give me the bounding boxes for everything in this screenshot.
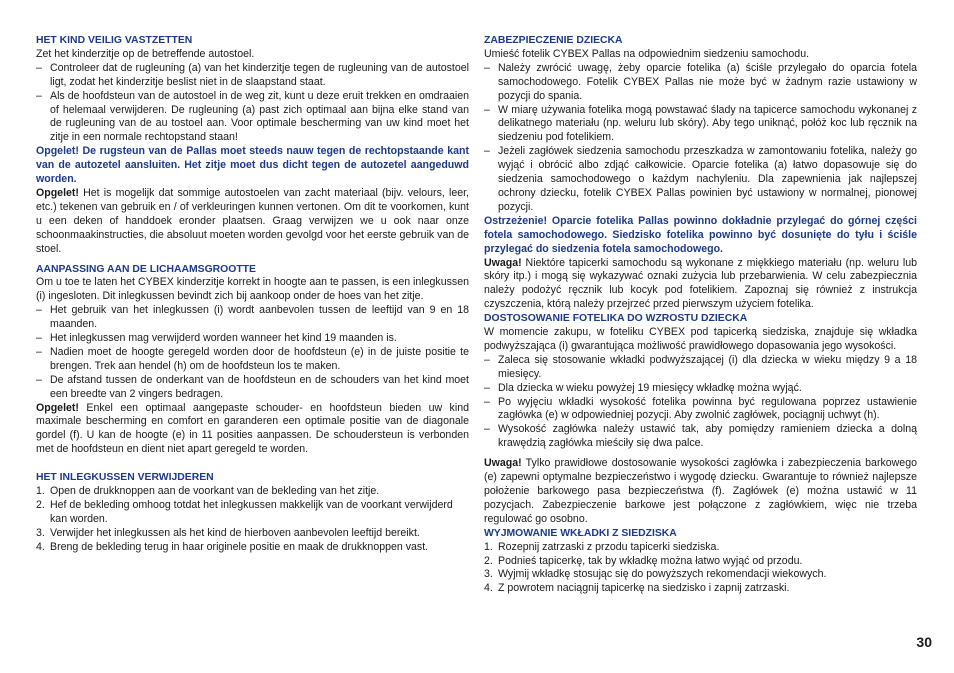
list-item: [36, 499, 469, 527]
list-item: – Wysokość zagłówka należy ustawić tak, aby pomiędzy ramieniem dziecka a dolną krawędzią zagłówka mieściły się dwa palce.: [484, 423, 917, 451]
paragraph: Zet het kinderzitje op de betreffende autostoel.: [36, 47, 255, 60]
list-item: – De afstand tussen de onderkant van de hoofdsteun en de schouders van het kind moet een breedte van 2 vingers bedragen.: [36, 374, 469, 402]
list-item: [484, 582, 917, 596]
list-item: – Als de hoofdsteun van de autostoel in de weg zit, kunt u deze eruit trekken en omdraaien of helemaal verwijderen. De rugleuning (a) past zich optimaal aan bijna elke stand van de rugleuning van de au tostoel aan. Voor optimale bescherming van uw kind moet het zitje in een normale rechtopstand staan!: [36, 90, 469, 146]
list-item: – Nadien moet de hoogte geregeld worden door de hoofdsteun (e) in de juiste positie te brengen. Trek aan hendel (h) om de hoofdsteun los te maken.: [36, 346, 469, 374]
section-heading: AANPASSING AAN DE LICHAAMSGROOTTE: [36, 263, 256, 275]
list-text: Rozepnij zatrzaski z przodu tapicerki siedziska.: [498, 540, 720, 553]
list-item: – Het gebruik van het inlegkussen (i) wordt aanbevolen tussen de leeftijd van 9 en 18 maanden.: [36, 304, 469, 332]
column-polish: [484, 34, 917, 596]
list-item: [484, 541, 917, 555]
note-text: Het is mogelijk dat sommige autostoelen van zacht materiaal (bijv. velours, leer, etc.) tekenen van gebruik en / of verkleuringen kunnen vertonen. Om dit te voorkomen, kunt u een deken of handdoek eronder plaatsen. Graag verwijzen we u ook naar onze schoonmaakinstructies, die absoluut moeten worden gevolgd voor het eerste gebruik van de stoel.: [36, 186, 469, 255]
section-heading: DOSTOSOWANIE FOTELIKA DO WZROSTU DZIECKA: [484, 313, 748, 325]
list-number: 3.: [36, 526, 45, 539]
dash-list: [36, 62, 469, 145]
page-number: 30: [916, 634, 932, 650]
numbered-list: [36, 485, 469, 555]
dash-list: [484, 354, 917, 451]
list-number: 2.: [36, 499, 45, 511]
note-label: Opgelet!: [36, 401, 79, 414]
note-paragraph: [484, 257, 917, 313]
list-item: [484, 555, 917, 569]
note-text: Enkel een optimaal aangepaste schouder- en hoofdsteun bieden uw kind maximale bescherming en comfort en garanderen een optimale positie van de diagonale gordel (f). U kan de hoogte (e) in 11 posities aanpassen. De schoudersteun is verbonden met de hoofdsteun en dient niet apart geregeld te worden.: [36, 401, 469, 456]
list-text: Podnieś tapicerkę, tak by wkładkę można łatwo wyjąć od przodu.: [498, 554, 803, 567]
note-paragraph: [36, 187, 469, 257]
list-text: Verwijder het inlegkussen als het kind de hierboven aanbevolen leeftijd bereikt.: [50, 526, 420, 539]
list-item: – Należy zwrócić uwagę, żeby oparcie fotelika (a) ściśle przylegało do oparcia fotela samochodowego. Fotelik CYBEX Pallas nie może być w żadnym razie ustawiony w pozycji do spania.: [484, 62, 917, 104]
list-item: [484, 568, 917, 582]
column-dutch: [36, 34, 469, 555]
paragraph: Umieść fotelik CYBEX Pallas na odpowiednim siedzeniu samochodu.: [484, 47, 810, 60]
list-item: [36, 527, 469, 541]
list-item: – Het inlegkussen mag verwijderd worden wanneer het kind 19 maanden is.: [36, 332, 469, 346]
list-item: – Jeżeli zagłówek siedzenia samochodu przeszkadza w zamontowaniu fotelika, należy go wyjąć i obrócić albo zdjąć całkowicie. Oparcie fotelika (a) łatwo dopasowuje się do siedzenia samochodowego o każdym nachyleniu. Dla zapewnienia jak najlepszej ochrony dziecku, fotelik CYBEX Pallas powinien być ustawiony w normalnej, pionowej pozycji.: [484, 145, 917, 215]
note-paragraph: [484, 457, 917, 527]
list-text: Z powrotem naciągnij tapicerkę na siedzisko i zapnij zatrzaski.: [498, 582, 790, 595]
list-number: 3.: [484, 568, 493, 581]
numbered-list: [484, 541, 917, 597]
list-number: 1.: [36, 485, 45, 498]
dash-list: [484, 62, 917, 215]
list-text: Open de drukknoppen aan de voorkant van de bekleding van het zitje.: [50, 485, 380, 498]
warning-text: Ostrzeżenie! Oparcie fotelika Pallas powinno dokładnie przylegać do górnej części fotela samochodowego. Siedzisko fotelika powinno być dosunięte do tyłu i ściśle przylegać do siedzenia fotela samochodowego.: [484, 214, 917, 255]
note-text: Niektóre tapicerki samochodu są wykonane z miękkiego materiału (np. weluru lub skóry itp.) i mogą się wykazywać oznaki zużycia lub przebarwienia. W celu zabezpiecznia należy podożyć ręcznik lub kocyk pod fotelikiem. Zapoznaj się również z instrukcja czyszczenia, którą należy przejrzeć przed pierwszym użyciem fotelika.: [484, 256, 917, 311]
list-item: [36, 485, 469, 499]
list-item: – W miarę używania fotelika mogą powstawać ślady na tapicerce samochodu wykonanej z delikatnego materiału (np. weluru lub skóry). Aby tego uniknąć, połóż koc lub ręcznik na siedzeniu pod fotelikiem.: [484, 104, 917, 146]
warning-text: Opgelet! De rugsteun van de Pallas moet steeds nauw tegen de rechtopstaande kant van de autozetel aansluiten. Het zitje moet dus dicht tegen de autozetel aangeduwd worden.: [36, 145, 469, 186]
section-heading: WYJMOWANIE WKŁADKI Z SIEDZISKA: [484, 527, 677, 539]
section-heading: ZABEZPIECZENIE DZIECKA: [484, 35, 623, 46]
list-text: Breng de bekleding terug in haar originele positie en maak de drukknoppen vast.: [50, 540, 429, 553]
note-label: Opgelet!: [36, 186, 79, 199]
dash-list: [36, 304, 469, 401]
note-label: Uwaga!: [484, 256, 522, 269]
list-text: Wyjmij wkładkę stosując się do powyższych rekomendacji wiekowych.: [498, 568, 827, 581]
section-heading: HET KIND VEILIG VASTZETTEN: [36, 35, 193, 46]
list-number: 1.: [484, 540, 493, 553]
list-item: – Controleer dat de rugleuning (a) van het kinderzitje tegen de rugleuning van de autostoel ligt, zodat het kinderzitje beslist niet in de slaapstand staat.: [36, 62, 469, 90]
list-number: 4.: [36, 540, 45, 553]
note-paragraph: [36, 402, 469, 458]
section-heading: HET INLEGKUSSEN VERWIJDEREN: [36, 472, 214, 484]
paragraph: Om u toe te laten het CYBEX kinderzitje korrekt in hoogte aan te passen, is een inlegkussen (i) ingesloten. Dit inlegkussen bevindt zich bij aankoop onder de hoes van het zitje.: [36, 276, 469, 303]
list-item: [36, 541, 469, 555]
list-item: – Dla dziecka w wieku powyżej 19 miesięcy wkładkę można wyjąć.: [484, 382, 917, 396]
note-text: Tylko prawidłowe dostosowanie wysokości zagłówka i zabezpieczenia barkowego (e) zapewni optymalne bezpieczeństwo i wygodę dziecku. Gwarantuje to również najlepsze położenie barkowego pasa bezpieczeństwa (f). Zagłówek (e) można ustawić w 11 pozycjach. Zabezpieczenie barkowe jest połączone z zagłówkiem, więc nie trzeba regulować go osobno.: [484, 457, 917, 525]
list-number: 4.: [484, 582, 493, 595]
list-item: – Zaleca się stosowanie wkładki podwyższającej (i) dla dziecka w wieku między 9 a 18 miesięcy.: [484, 354, 917, 382]
list-number: 2.: [484, 554, 493, 567]
paragraph: W momencie zakupu, w foteliku CYBEX pod tapicerką siedziska, znajduje się wkładka podwyższająca (i) gwarantująca możliwość prawidłowego dopasowania jego wysokości.: [484, 326, 917, 352]
note-label: Uwaga!: [484, 457, 522, 470]
list-text: Hef de bekleding omhoog totdat het inlegkussen makkelijk van de voorkant verwijderd kan worden.: [50, 499, 453, 525]
list-item: – Po wyjęciu wkładki wysokość fotelika powinna być regulowana poprzez ustawienie zagłówka (e) w odpowiedniej pozycji. Aby zwolnić zagłówek, pociągnij uchwyt (h).: [484, 396, 917, 424]
